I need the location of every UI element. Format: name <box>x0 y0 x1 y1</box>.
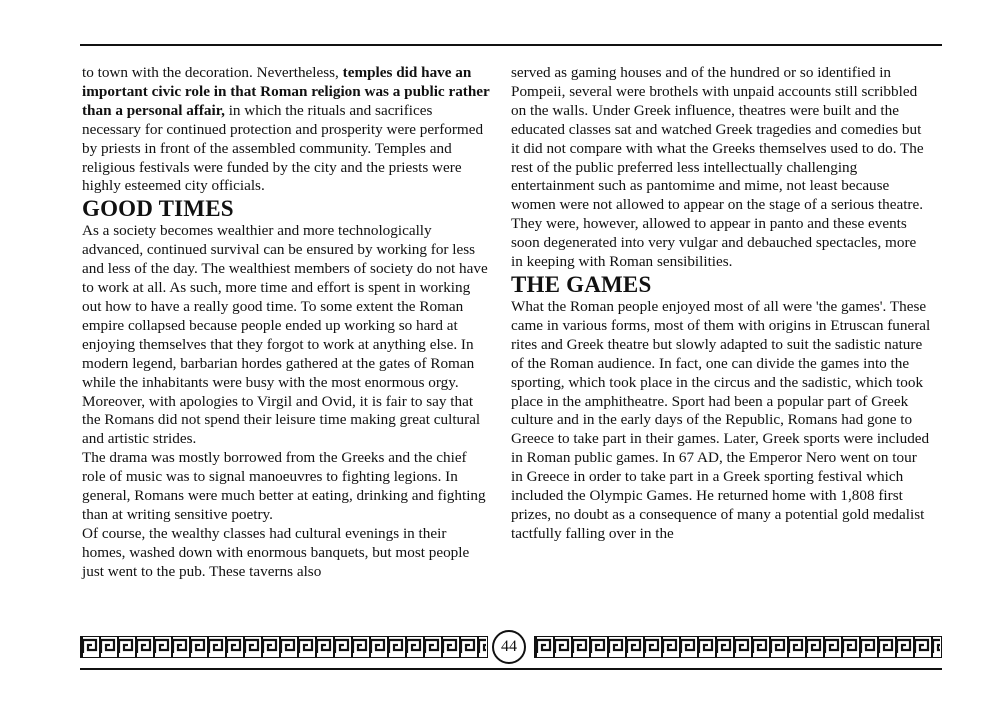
left-column <box>82 64 492 582</box>
page-number: 44 <box>492 630 526 664</box>
greek-key-pattern-left <box>81 637 486 656</box>
right-paragraph-2: What the Roman people enjoyed most of all were 'the games'. These came in various forms, most of them with origins in Etruscan funeral rites and Greek theatre but slowly adapted to suit the sadistic nature of the Roman audience. In fact, one can divide the games into the sporting, which took place in the circus and the sadistic, which took place in the amphitheatre. Sport had been a popular part of Greek culture and in the early days of the Republic, Romans had gone to Greece to take part in their games. Later, Greek sports were included in Roman public games. In 67 AD, the Emperor Nero went on tour in Greece in order to take part in a Greek sporting festival which included the Olympic Games. He returned home with 1,808 first prizes, no doubt as a consequence of many a potential gold medalist tactfully falling over in the <box>511 297 931 542</box>
right-paragraph-1: served as gaming houses and of the hundred or so identified in Pompeii, several were brothels with unpaid accounts still scribbled on the walls. Under Greek influence, theatres were built and the educated classes sat and watched Greek tragedies and comedies but it did not compare with what the Greeks themselves used to do. The rest of the public preferred less intellectually challenging entertainment such as pantomime and mime, not least because women were not allowed to appear on the stage of a serious theatre. They were, however, allowed to appear in panto and these events soon degenerated into very vulgar and debauched spectacles, more in keeping with Roman sensibilities. <box>511 64 924 271</box>
section-heading-good-times: GOOD TIMES <box>82 196 234 222</box>
left-paragraph-4: Of course, the wealthy classes had cultural evenings in their homes, washed down with enormous banquets, but most people just went to the pub. These taverns also <box>82 524 470 580</box>
section-heading-the-games: THE GAMES <box>511 271 652 297</box>
bottom-rule <box>80 668 942 670</box>
page-footer <box>80 628 942 668</box>
left-paragraph-2: As a society becomes wealthier and more technologically advanced, continued survival can be ensured by working for less and less of the day. The wealthiest members of society do not have to work at all. As such, more time and effort is spent in working out how to have a really good time. To some extent the Roman empire collapsed because people ended up working so hard at enjoying themselves that they forgot to work at anything else. In modern legend, barbarian hordes gathered at the gates of Roman while the inhabitants were busy with the most enormous orgy. Moreover, with apologies to Virgil and Ovid, it is fair to say that the Romans did not spend their leisure time making great cultural and artistic strides. <box>82 222 488 448</box>
text-run: to town with the decoration. Nevertheless, <box>82 64 343 81</box>
greek-key-border-right <box>534 636 942 658</box>
greek-key-border-left <box>80 636 488 658</box>
text-run: in which the rituals and sacrifices necessary for continued protection and prosperity were performed by priests in front of the assembled community. Temples and religious festivals were funded by the city and the priests were highly esteemed city officials. <box>82 101 484 195</box>
right-column <box>511 64 931 544</box>
greek-key-pattern-right <box>535 637 940 656</box>
top-rule <box>80 44 942 46</box>
left-paragraph-3: The drama was mostly borrowed from the Greeks and the chief role of music was to signal manoeuvres to fighting legions. In general, Romans were much better at eating, drinking and fighting than at writing sensitive poetry. <box>82 449 486 523</box>
bold-text-run: temples did have an important civic role in that Roman religion was a public rather than a personal affair, <box>82 64 490 119</box>
left-paragraph-1 <box>82 64 492 196</box>
